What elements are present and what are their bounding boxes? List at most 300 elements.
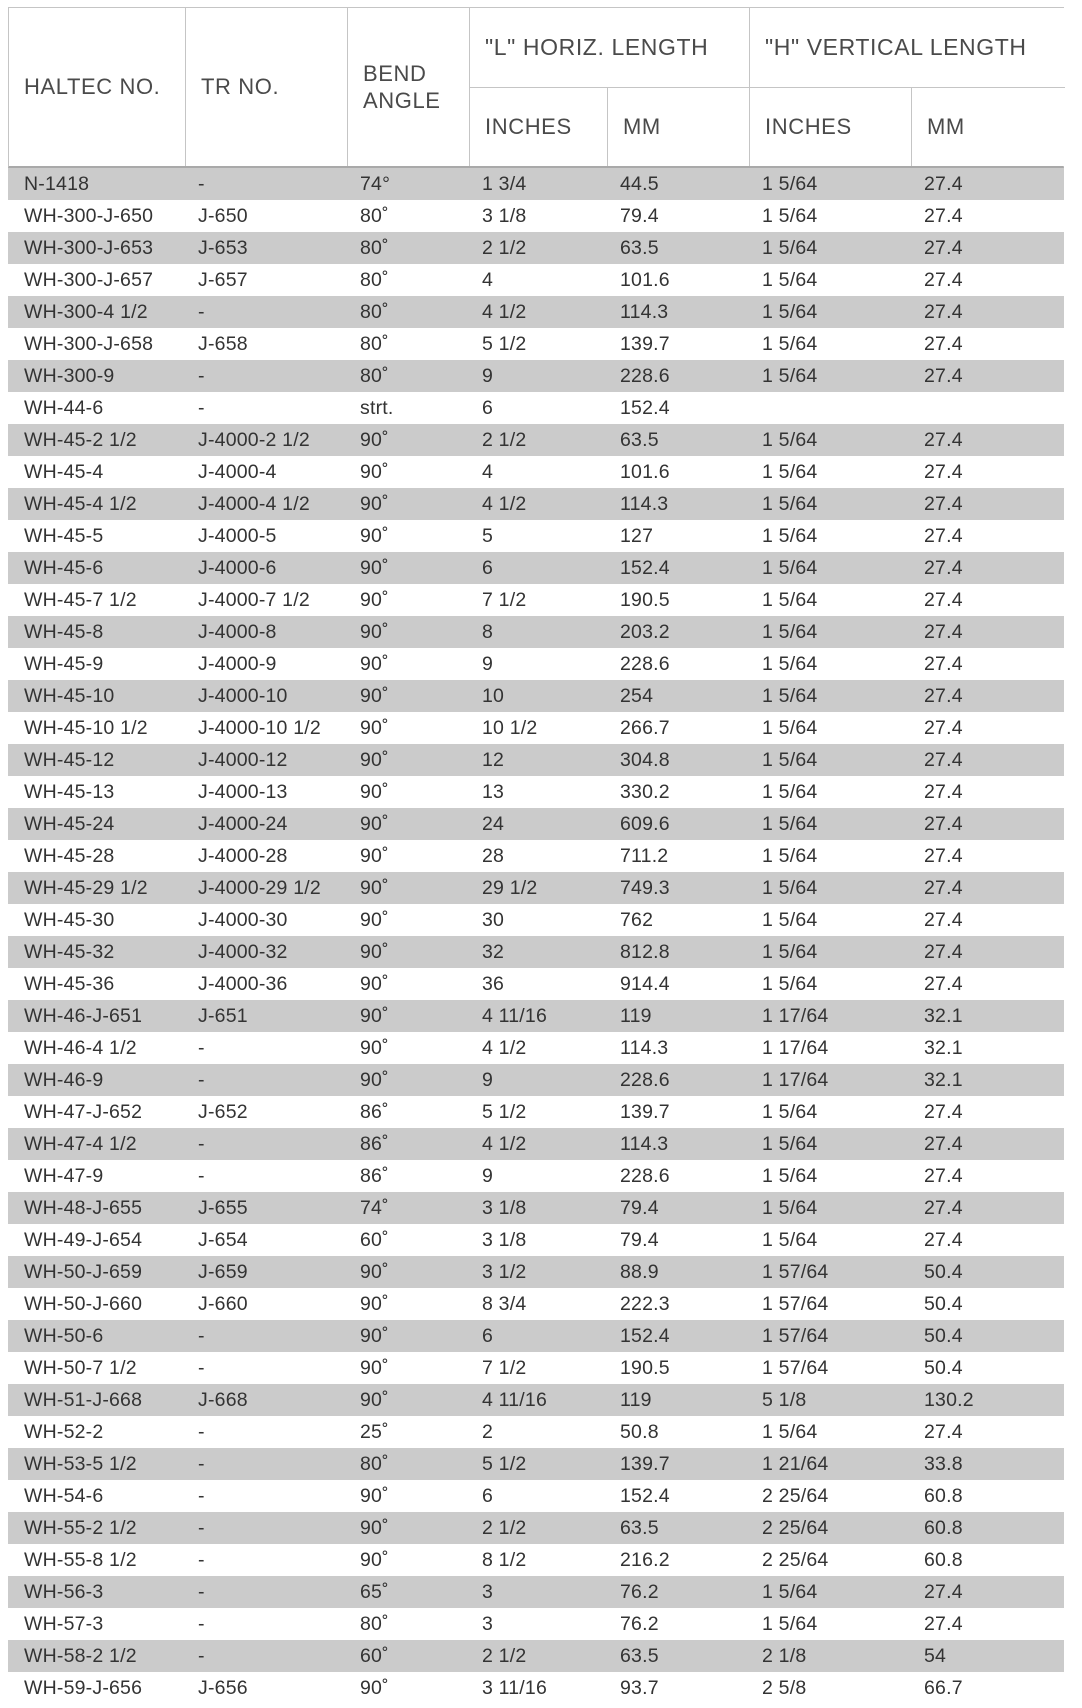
cell-l-in: 3 1/2: [482, 1260, 527, 1283]
cell-l-mm: 812.8: [620, 940, 670, 963]
table-row: [8, 1224, 1064, 1256]
cell-l-in: 9: [482, 1164, 494, 1187]
table-row: [8, 1352, 1064, 1384]
cell-l-mm: 76.2: [620, 1580, 659, 1603]
cell-l-in: 24: [482, 812, 505, 835]
cell-h-mm: 27.4: [924, 556, 963, 579]
cell-tr: J-653: [198, 236, 248, 259]
cell-haltec: WH-45-36: [24, 972, 115, 995]
cell-l-in: 29 1/2: [482, 876, 538, 899]
cell-tr: -: [198, 1612, 205, 1635]
cell-angle: 80˚: [360, 204, 389, 227]
cell-tr: J-654: [198, 1228, 248, 1251]
cell-haltec: WH-45-2 1/2: [24, 428, 137, 451]
cell-h-in: 1 5/64: [762, 652, 818, 675]
cell-tr: J-4000-13: [198, 780, 288, 803]
cell-l-mm: 44.5: [620, 172, 659, 195]
cell-h-in: 1 5/64: [762, 844, 818, 867]
cell-l-in: 5 1/2: [482, 1452, 527, 1475]
cell-haltec: WH-57-3: [24, 1612, 104, 1635]
cell-l-mm: 228.6: [620, 364, 670, 387]
cell-angle: 90˚: [360, 780, 389, 803]
cell-l-mm: 228.6: [620, 652, 670, 675]
cell-tr: -: [198, 364, 205, 387]
cell-l-in: 3 1/8: [482, 1228, 527, 1251]
cell-haltec: WH-58-2 1/2: [24, 1644, 137, 1667]
cell-tr: -: [198, 300, 205, 323]
cell-l-mm: 50.8: [620, 1420, 659, 1443]
cell-tr: J-4000-7 1/2: [198, 588, 310, 611]
table-row: [8, 264, 1064, 296]
cell-angle: 86˚: [360, 1164, 389, 1187]
cell-l-in: 9: [482, 652, 494, 675]
cell-h-mm: 54: [924, 1644, 947, 1667]
cell-h-in: 1 21/64: [762, 1452, 829, 1475]
table-row: [8, 936, 1064, 968]
cell-angle: 90˚: [360, 1324, 389, 1347]
cell-haltec: WH-45-4: [24, 460, 104, 483]
cell-h-in: 5 1/8: [762, 1388, 807, 1411]
cell-l-mm: 228.6: [620, 1068, 670, 1091]
cell-h-in: 1 5/64: [762, 1164, 818, 1187]
cell-angle: 90˚: [360, 908, 389, 931]
cell-haltec: WH-47-J-652: [24, 1100, 143, 1123]
cell-tr: J-4000-10 1/2: [198, 716, 321, 739]
cell-h-in: 1 17/64: [762, 1004, 829, 1027]
cell-h-in: 1 5/64: [762, 908, 818, 931]
cell-h-mm: 27.4: [924, 492, 963, 515]
cell-l-in: 6: [482, 556, 494, 579]
cell-h-in: 1 5/64: [762, 684, 818, 707]
cell-tr: -: [198, 1516, 205, 1539]
table-row: [8, 424, 1064, 456]
cell-h-in: 1 5/64: [762, 556, 818, 579]
cell-tr: -: [198, 1420, 205, 1443]
cell-l-mm: 139.7: [620, 332, 670, 355]
cell-l-mm: 139.7: [620, 1452, 670, 1475]
cell-l-mm: 152.4: [620, 396, 670, 419]
cell-angle: 25˚: [360, 1420, 389, 1443]
cell-l-mm: 114.3: [620, 1036, 669, 1059]
cell-haltec: WH-44-6: [24, 396, 104, 419]
cell-angle: strt.: [360, 396, 394, 419]
cell-tr: J-652: [198, 1100, 248, 1123]
cell-angle: 80˚: [360, 1452, 389, 1475]
table-row: [8, 168, 1064, 200]
cell-haltec: WH-53-5 1/2: [24, 1452, 137, 1475]
table-row: [8, 808, 1064, 840]
column-header-l-inches: INCHES: [470, 88, 608, 166]
cell-l-in: 3 11/16: [482, 1676, 548, 1699]
cell-l-in: 6: [482, 1324, 494, 1347]
cell-l-mm: 79.4: [620, 1196, 659, 1219]
cell-l-mm: 190.5: [620, 1356, 670, 1379]
cell-haltec: WH-45-30: [24, 908, 115, 931]
cell-h-mm: 27.4: [924, 1164, 963, 1187]
cell-haltec: WH-45-10 1/2: [24, 716, 148, 739]
cell-angle: 90˚: [360, 716, 389, 739]
cell-l-mm: 101.6: [620, 460, 670, 483]
cell-angle: 90˚: [360, 844, 389, 867]
cell-h-mm: 50.4: [924, 1292, 963, 1315]
cell-tr: J-651: [198, 1004, 248, 1027]
column-group-h-vertical-length: "H" VERTICAL LENGTH: [750, 8, 1065, 88]
cell-l-in: 2 1/2: [482, 1644, 527, 1667]
cell-h-mm: 32.1: [924, 1036, 963, 1059]
cell-tr: J-655: [198, 1196, 248, 1219]
cell-haltec: WH-300-4 1/2: [24, 300, 148, 323]
cell-h-mm: 27.4: [924, 908, 963, 931]
cell-l-mm: 88.9: [620, 1260, 659, 1283]
cell-l-in: 10 1/2: [482, 716, 538, 739]
column-header-l-mm: MM: [608, 88, 750, 166]
cell-h-in: 1 5/64: [762, 1196, 818, 1219]
cell-h-mm: 50.4: [924, 1356, 963, 1379]
cell-h-in: 1 5/64: [762, 972, 818, 995]
cell-haltec: WH-45-29 1/2: [24, 876, 148, 899]
cell-h-in: 1 5/64: [762, 876, 818, 899]
cell-h-in: 1 5/64: [762, 748, 818, 771]
cell-haltec: WH-50-7 1/2: [24, 1356, 137, 1379]
cell-angle: 86˚: [360, 1132, 389, 1155]
cell-h-in: 1 57/64: [762, 1292, 829, 1315]
cell-h-in: 1 5/64: [762, 1580, 818, 1603]
table-row: [8, 904, 1064, 936]
cell-tr: J-4000-12: [198, 748, 288, 771]
cell-angle: 90˚: [360, 1260, 389, 1283]
cell-h-mm: 27.4: [924, 428, 963, 451]
table-row: [8, 392, 1064, 424]
cell-l-in: 6: [482, 396, 494, 419]
cell-angle: 65˚: [360, 1580, 389, 1603]
cell-angle: 90˚: [360, 588, 389, 611]
cell-l-in: 8 3/4: [482, 1292, 527, 1315]
table-row: [8, 616, 1064, 648]
cell-haltec: WH-47-9: [24, 1164, 104, 1187]
cell-haltec: WH-59-J-656: [24, 1676, 143, 1699]
cell-h-mm: 33.8: [924, 1452, 963, 1475]
cell-l-mm: 79.4: [620, 1228, 659, 1251]
cell-l-mm: 114.3: [620, 492, 669, 515]
cell-haltec: WH-47-4 1/2: [24, 1132, 137, 1155]
cell-l-mm: 139.7: [620, 1100, 670, 1123]
table-row: [8, 296, 1064, 328]
cell-haltec: WH-45-4 1/2: [24, 492, 137, 515]
table-row: [8, 1672, 1064, 1704]
cell-l-in: 4 11/16: [482, 1388, 548, 1411]
cell-h-in: 1 5/64: [762, 812, 818, 835]
cell-tr: J-658: [198, 332, 248, 355]
cell-tr: -: [198, 1548, 205, 1571]
cell-l-mm: 152.4: [620, 1324, 670, 1347]
cell-l-in: 10: [482, 684, 505, 707]
cell-tr: J-4000-28: [198, 844, 288, 867]
cell-h-in: 1 5/64: [762, 428, 818, 451]
cell-h-in: 2 25/64: [762, 1548, 829, 1571]
cell-angle: 90˚: [360, 1516, 389, 1539]
cell-tr: -: [198, 1324, 205, 1347]
cell-l-mm: 119: [620, 1004, 652, 1027]
cell-h-in: 1 57/64: [762, 1260, 829, 1283]
cell-angle: 90˚: [360, 972, 389, 995]
cell-tr: J-4000-6: [198, 556, 277, 579]
cell-h-mm: 27.4: [924, 780, 963, 803]
cell-h-mm: 27.4: [924, 844, 963, 867]
cell-h-mm: 50.4: [924, 1260, 963, 1283]
cell-l-in: 4 1/2: [482, 1036, 527, 1059]
cell-h-mm: 27.4: [924, 1420, 963, 1443]
cell-angle: 90˚: [360, 1484, 389, 1507]
cell-h-in: 1 5/64: [762, 1100, 818, 1123]
cell-h-mm: 32.1: [924, 1068, 963, 1091]
cell-l-in: 7 1/2: [482, 588, 527, 611]
cell-angle: 90˚: [360, 556, 389, 579]
cell-l-mm: 63.5: [620, 1516, 659, 1539]
table-row: [8, 232, 1064, 264]
cell-l-in: 5 1/2: [482, 332, 527, 355]
cell-tr: -: [198, 172, 205, 195]
cell-haltec: WH-300-9: [24, 364, 115, 387]
cell-tr: -: [198, 1132, 205, 1155]
cell-tr: -: [198, 1036, 205, 1059]
cell-h-mm: 27.4: [924, 524, 963, 547]
cell-l-mm: 114.3: [620, 1132, 669, 1155]
cell-h-mm: 27.4: [924, 460, 963, 483]
cell-l-mm: 254: [620, 684, 654, 707]
cell-h-mm: 60.8: [924, 1548, 963, 1571]
cell-h-in: 2 25/64: [762, 1516, 829, 1539]
table-row: [8, 744, 1064, 776]
cell-h-in: 1 5/64: [762, 268, 818, 291]
cell-haltec: WH-55-8 1/2: [24, 1548, 137, 1571]
cell-h-in: 1 5/64: [762, 332, 818, 355]
cell-tr: J-4000-2 1/2: [198, 428, 310, 451]
cell-h-mm: 27.4: [924, 364, 963, 387]
cell-tr: J-660: [198, 1292, 248, 1315]
table-row: [8, 712, 1064, 744]
cell-h-in: 1 5/64: [762, 1420, 818, 1443]
table-row: [8, 488, 1064, 520]
table-row: [8, 1192, 1064, 1224]
cell-haltec: WH-50-6: [24, 1324, 104, 1347]
table-row: [8, 968, 1064, 1000]
cell-haltec: WH-45-13: [24, 780, 115, 803]
table-row: [8, 552, 1064, 584]
cell-h-mm: 27.4: [924, 876, 963, 899]
table-row: [8, 584, 1064, 616]
cell-angle: 90˚: [360, 1388, 389, 1411]
cell-h-in: 1 5/64: [762, 172, 818, 195]
cell-angle: 80˚: [360, 236, 389, 259]
cell-h-mm: 66.7: [924, 1676, 963, 1699]
cell-h-mm: 27.4: [924, 748, 963, 771]
column-header-tr-no: TR NO.: [186, 8, 348, 166]
cell-l-mm: 228.6: [620, 1164, 670, 1187]
cell-angle: 80˚: [360, 268, 389, 291]
table-row: [8, 1320, 1064, 1352]
cell-angle: 90˚: [360, 748, 389, 771]
cell-h-mm: 27.4: [924, 940, 963, 963]
cell-h-mm: 27.4: [924, 972, 963, 995]
cell-l-mm: 330.2: [620, 780, 670, 803]
cell-l-mm: 76.2: [620, 1612, 659, 1635]
cell-l-mm: 79.4: [620, 204, 659, 227]
table-row: [8, 1128, 1064, 1160]
cell-tr: -: [198, 1164, 205, 1187]
cell-haltec: WH-45-7 1/2: [24, 588, 137, 611]
cell-angle: 90˚: [360, 684, 389, 707]
cell-l-mm: 93.7: [620, 1676, 659, 1699]
cell-tr: J-657: [198, 268, 248, 291]
cell-l-in: 3 1/8: [482, 1196, 527, 1219]
cell-haltec: WH-46-J-651: [24, 1004, 143, 1027]
cell-angle: 90˚: [360, 1292, 389, 1315]
table-row: [8, 328, 1064, 360]
cell-h-in: 1 5/64: [762, 236, 818, 259]
cell-angle: 60˚: [360, 1228, 389, 1251]
table-row: [8, 1256, 1064, 1288]
cell-angle: 74°: [360, 172, 391, 195]
cell-h-mm: 27.4: [924, 268, 963, 291]
cell-l-in: 5 1/2: [482, 1100, 527, 1123]
cell-angle: 90˚: [360, 1548, 389, 1571]
cell-h-mm: 27.4: [924, 1196, 963, 1219]
cell-angle: 90˚: [360, 1004, 389, 1027]
cell-h-mm: 50.4: [924, 1324, 963, 1347]
spec-table: [8, 7, 1064, 1704]
cell-h-mm: 27.4: [924, 300, 963, 323]
cell-h-in: 1 5/64: [762, 620, 818, 643]
cell-tr: J-4000-5: [198, 524, 277, 547]
cell-h-in: 2 25/64: [762, 1484, 829, 1507]
cell-l-in: 2 1/2: [482, 236, 527, 259]
cell-tr: J-4000-4 1/2: [198, 492, 310, 515]
table-row: [8, 200, 1064, 232]
cell-tr: J-4000-10: [198, 684, 288, 707]
table-row: [8, 776, 1064, 808]
cell-l-in: 3 1/8: [482, 204, 527, 227]
cell-l-mm: 63.5: [620, 428, 659, 451]
cell-l-in: 28: [482, 844, 505, 867]
cell-l-mm: 127: [620, 524, 654, 547]
table-row: [8, 648, 1064, 680]
cell-h-in: 1 5/64: [762, 492, 818, 515]
table-row: [8, 456, 1064, 488]
cell-tr: -: [198, 1356, 205, 1379]
cell-angle: 90˚: [360, 812, 389, 835]
cell-haltec: WH-46-4 1/2: [24, 1036, 137, 1059]
cell-h-mm: 27.4: [924, 332, 963, 355]
cell-tr: J-659: [198, 1260, 248, 1283]
table-row: [8, 680, 1064, 712]
cell-l-mm: 119: [620, 1388, 652, 1411]
cell-l-in: 32: [482, 940, 505, 963]
cell-h-in: 1 57/64: [762, 1356, 829, 1379]
cell-tr: J-650: [198, 204, 248, 227]
cell-angle: 86˚: [360, 1100, 389, 1123]
cell-tr: J-4000-30: [198, 908, 288, 931]
cell-haltec: WH-45-8: [24, 620, 104, 643]
cell-l-mm: 101.6: [620, 268, 670, 291]
cell-haltec: WH-45-28: [24, 844, 115, 867]
cell-l-mm: 152.4: [620, 556, 670, 579]
cell-h-mm: 130.2: [924, 1388, 974, 1411]
cell-angle: 90˚: [360, 524, 389, 547]
table-row: [8, 1064, 1064, 1096]
cell-angle: 90˚: [360, 876, 389, 899]
cell-h-in: 2 5/8: [762, 1676, 807, 1699]
table-row: [8, 360, 1064, 392]
cell-haltec: WH-50-J-659: [24, 1260, 143, 1283]
cell-tr: J-4000-9: [198, 652, 277, 675]
cell-l-in: 8 1/2: [482, 1548, 527, 1571]
cell-l-mm: 63.5: [620, 236, 659, 259]
cell-h-mm: 27.4: [924, 1612, 963, 1635]
table-row: [8, 1512, 1064, 1544]
cell-haltec: WH-45-10: [24, 684, 115, 707]
table-row: [8, 520, 1064, 552]
cell-haltec: WH-55-2 1/2: [24, 1516, 137, 1539]
cell-h-mm: 27.4: [924, 204, 963, 227]
table-row: [8, 1096, 1064, 1128]
cell-angle: 90˚: [360, 492, 389, 515]
cell-haltec: WH-45-9: [24, 652, 104, 675]
table-row: [8, 1032, 1064, 1064]
cell-haltec: WH-45-12: [24, 748, 115, 771]
cell-l-mm: 711.2: [620, 844, 669, 867]
cell-angle: 90˚: [360, 1036, 389, 1059]
table-row: [8, 1544, 1064, 1576]
column-header-bend-angle: BEND ANGLE: [348, 8, 470, 166]
cell-angle: 90˚: [360, 1356, 389, 1379]
cell-tr: -: [198, 1644, 205, 1667]
cell-h-mm: 27.4: [924, 172, 963, 195]
cell-l-in: 9: [482, 1068, 494, 1091]
cell-tr: J-4000-4: [198, 460, 277, 483]
cell-tr: J-4000-36: [198, 972, 288, 995]
cell-haltec: WH-300-J-650: [24, 204, 154, 227]
cell-l-mm: 114.3: [620, 300, 669, 323]
cell-tr: -: [198, 396, 205, 419]
cell-haltec: WH-45-32: [24, 940, 115, 963]
cell-tr: -: [198, 1452, 205, 1475]
cell-angle: 90˚: [360, 428, 389, 451]
cell-h-mm: 27.4: [924, 716, 963, 739]
column-header-haltec-no: HALTEC NO.: [9, 8, 186, 166]
cell-h-mm: 27.4: [924, 620, 963, 643]
cell-haltec: WH-51-J-668: [24, 1388, 143, 1411]
table-row: [8, 1640, 1064, 1672]
cell-angle: 90˚: [360, 652, 389, 675]
table-row: [8, 1416, 1064, 1448]
cell-angle: 90˚: [360, 460, 389, 483]
cell-tr: J-656: [198, 1676, 248, 1699]
cell-l-in: 12: [482, 748, 505, 771]
table-row: [8, 872, 1064, 904]
column-header-h-inches: INCHES: [750, 88, 912, 166]
cell-haltec: WH-52-2: [24, 1420, 104, 1443]
cell-h-in: 1 5/64: [762, 364, 818, 387]
cell-haltec: WH-54-6: [24, 1484, 104, 1507]
cell-l-mm: 152.4: [620, 1484, 670, 1507]
cell-l-in: 4 1/2: [482, 300, 527, 323]
cell-haltec: WH-49-J-654: [24, 1228, 143, 1251]
cell-tr: -: [198, 1580, 205, 1603]
cell-tr: J-4000-32: [198, 940, 288, 963]
cell-tr: -: [198, 1484, 205, 1507]
cell-h-in: 1 5/64: [762, 1228, 818, 1251]
cell-l-in: 2: [482, 1420, 494, 1443]
